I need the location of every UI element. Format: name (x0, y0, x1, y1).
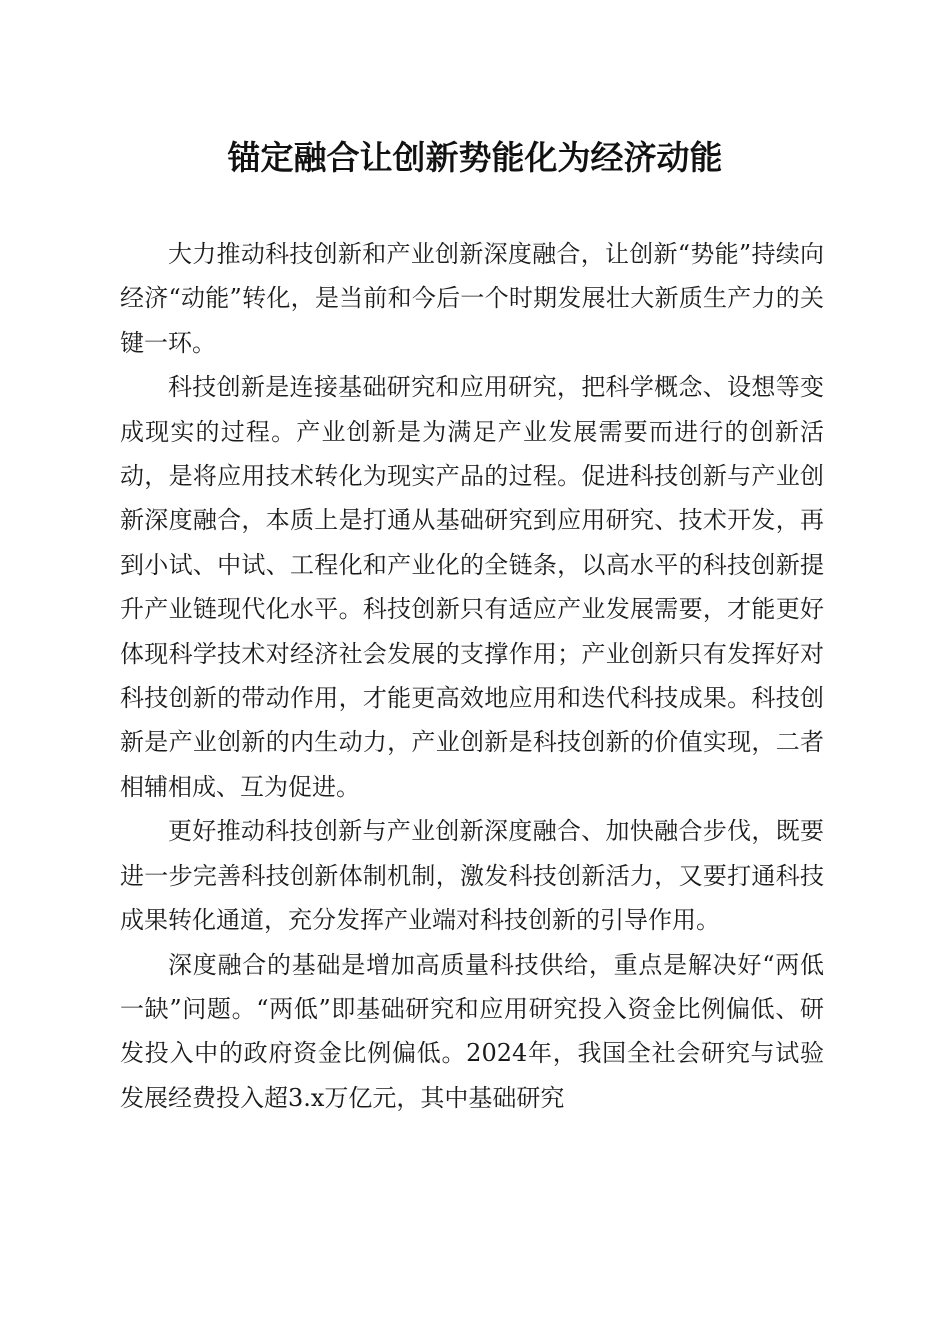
paragraph: 大力推动科技创新和产业创新深度融合，让创新“势能”持续向经济“动能”转化，是当前和今后一个时期发展壮大新质生产力的关键一环。 (120, 240, 824, 357)
paragraph: 深度融合的基础是增加高质量科技供给，重点是解决好“两低一缺”问题。“两低”即基础研究和应用研究投入资金比例偏低、研发投入中的政府资金比例偏低。2024年，我国全社会研究与试验发展经费投入超3.x万亿元，其中基础研究 (120, 950, 824, 1112)
document-title: 锚定融合让创新势能化为经济动能 (227, 138, 723, 177)
paragraph: 更好推动科技创新与产业创新深度融合、加快融合步伐，既要进一步完善科技创新体制机制，激发科技创新活力，又要打通科技成果转化通道，充分发挥产业端对科技创新的引导作用。 (120, 817, 824, 935)
document-body (120, 232, 824, 1120)
paragraph: 科技创新是连接基础研究和应用研究，把科学概念、设想等变成现实的过程。产业创新是为满足产业发展需要而进行的创新活动，是将应用技术转化为现实产品的过程。促进科技创新与产业创新深度融合，本质上是打通从基础研究到应用研究、技术开发，再到小试、中试、工程化和产业化的全链条，以高水平的科技创新提升产业链现代化水平。科技创新只有适应产业发展需要，才能更好体现科学技术对经济社会发展的支撑作用；产业创新只有发挥好对科技创新的带动作用，才能更高效地应用和迭代科技成果。科技创新是产业创新的内生动力，产业创新是科技创新的价值实现，二者相辅相成、互为促进。 (120, 373, 824, 801)
